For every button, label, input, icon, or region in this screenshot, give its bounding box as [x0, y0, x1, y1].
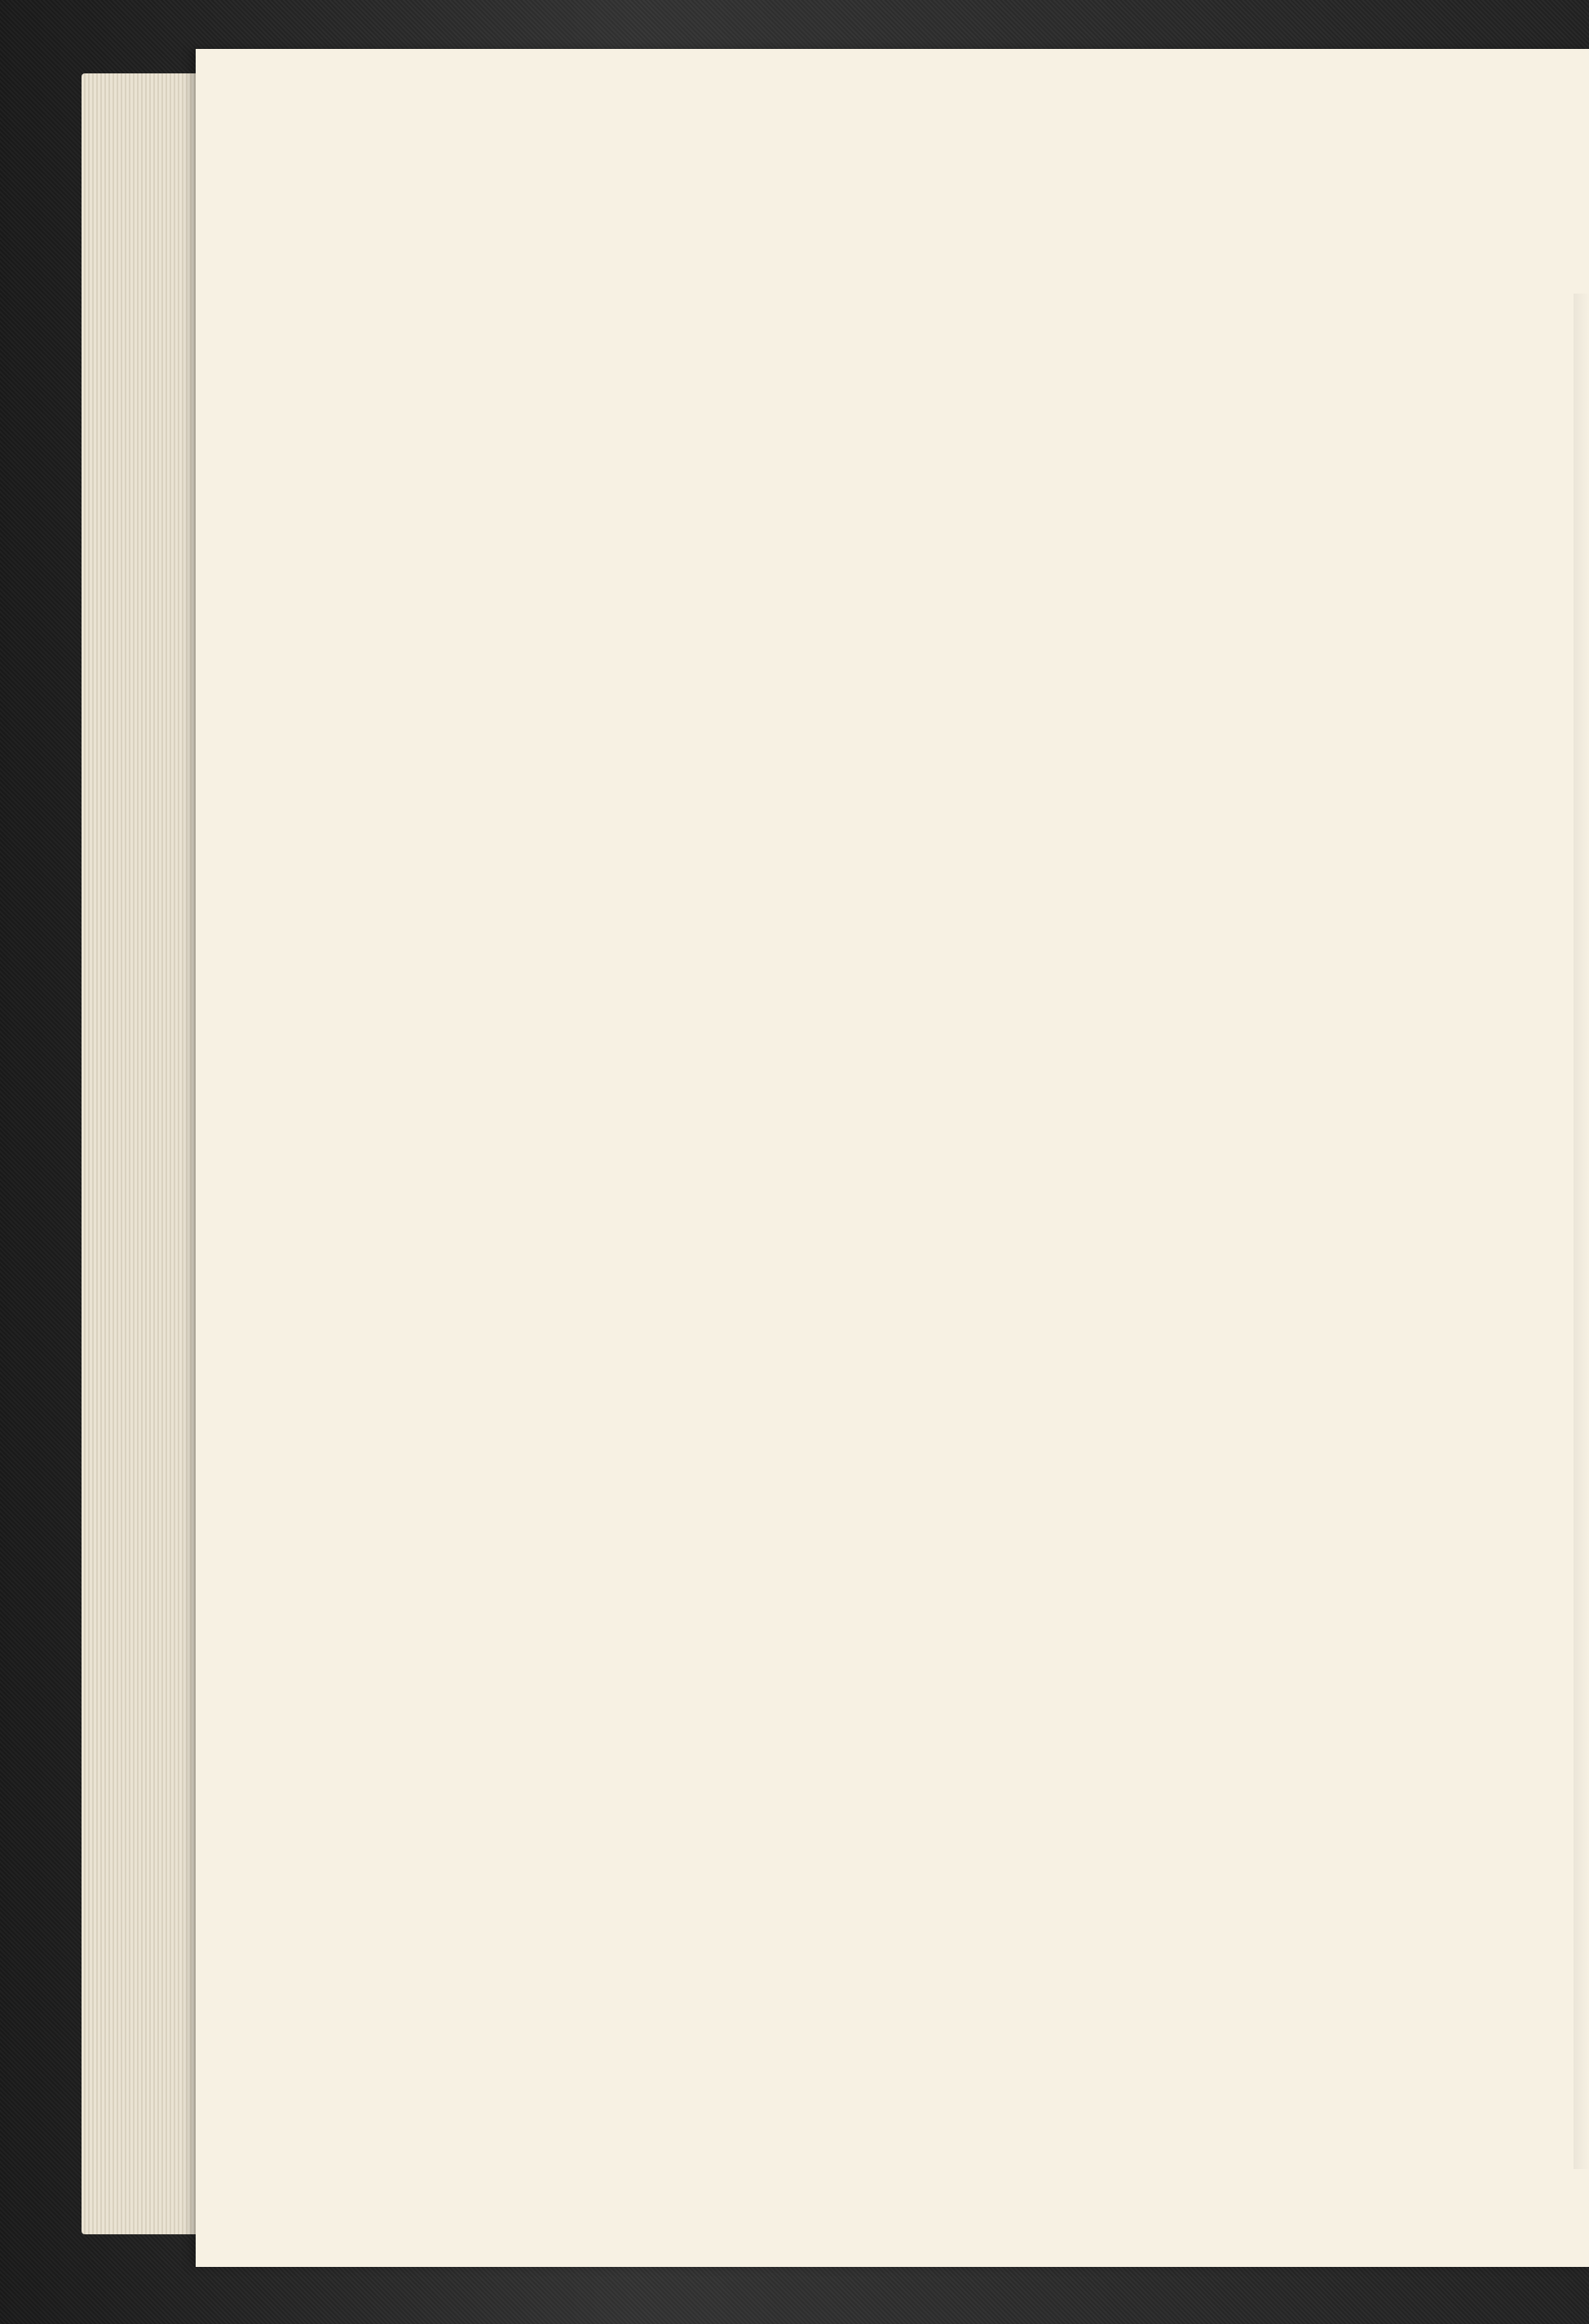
- page-content: [196, 49, 1589, 2267]
- book-page: [196, 49, 1589, 2267]
